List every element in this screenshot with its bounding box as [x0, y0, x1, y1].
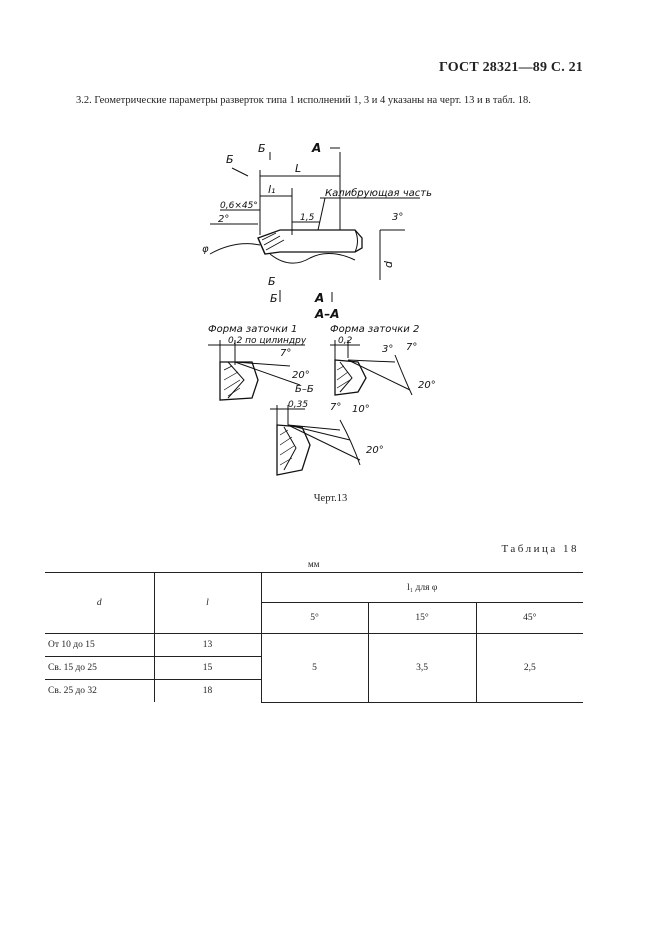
header-phi-15: 15° — [368, 603, 476, 634]
label-form2: Форма заточки 2 — [330, 324, 420, 335]
label-bb-dim: 0,35 — [288, 400, 309, 410]
table-unit: мм — [308, 559, 320, 569]
label-f1-dim: 0,2 по цилиндру — [228, 336, 307, 346]
label-calib: Калибрующая часть — [325, 188, 432, 199]
label-section-bb: Б–Б — [295, 384, 314, 395]
header-phi-5: 5° — [261, 603, 368, 634]
figure-caption: Черт.13 — [313, 493, 348, 504]
section-bb — [270, 400, 384, 475]
label-angle3: 3° — [392, 212, 404, 223]
label-l1: l₁ — [268, 183, 276, 196]
cell-l: 15 — [154, 657, 261, 680]
header-l1: l₁ для φ — [261, 573, 583, 603]
cell-d: Св. 25 до 32 — [45, 680, 154, 703]
label-d: d — [382, 261, 395, 268]
label-b-top: Б — [258, 142, 266, 155]
label-bb-angle7: 7° — [330, 402, 342, 413]
label-f1-angle20: 20° — [292, 370, 310, 381]
label-bb-angle10: 10° — [352, 404, 370, 415]
form2-section — [330, 324, 436, 395]
cell-l: 18 — [154, 680, 261, 703]
label-b-bottom2: Б — [270, 292, 278, 305]
intro-paragraph: 3.2. Геометрические параметры разверток типа 1 исполнений 1, 3 и 4 указаны на черт. 13 и в табл. 18. — [76, 95, 531, 106]
label-f2-dim: 0,2 — [338, 336, 353, 346]
label-form1: Форма заточки 1 — [208, 324, 298, 335]
form1-section — [208, 324, 314, 400]
header-phi-45: 45° — [476, 603, 583, 634]
header-d: d — [45, 573, 154, 634]
label-b-bottom: Б — [268, 275, 276, 288]
cell-l1-5: 5 — [261, 634, 368, 703]
cell-d: Св. 15 до 25 — [45, 657, 154, 680]
label-bb-angle20: 20° — [366, 445, 384, 456]
table-title: Таблица 18 — [501, 543, 579, 555]
cell-l1-45: 2,5 — [476, 634, 583, 703]
label-f1-angle7: 7° — [280, 348, 292, 359]
technical-drawing — [180, 130, 460, 480]
label-section-aa: А–А — [315, 307, 340, 321]
label-phi: φ — [202, 244, 209, 255]
header-l: l — [154, 573, 261, 634]
label-f2-angle7: 7° — [406, 342, 418, 353]
label-l15: 1,5 — [300, 213, 315, 223]
parameters-table — [45, 572, 583, 703]
page-header: ГОСТ 28321—89 С. 21 — [439, 60, 583, 75]
label-f2-angle3: 3° — [382, 344, 394, 355]
reamer-side-view — [202, 141, 432, 305]
label-a-top: А — [312, 141, 322, 155]
label-angle2: 2° — [218, 214, 230, 225]
label-a-bottom: А — [315, 291, 325, 305]
label-chamfer: 0,6×45° — [220, 201, 258, 211]
label-b-left: Б — [226, 153, 234, 166]
label-f2-angle20: 20° — [418, 380, 436, 391]
cell-d: От 10 до 15 — [45, 634, 154, 657]
cell-l: 13 — [154, 634, 261, 657]
label-L: L — [295, 162, 302, 175]
cell-l1-15: 3,5 — [368, 634, 476, 703]
